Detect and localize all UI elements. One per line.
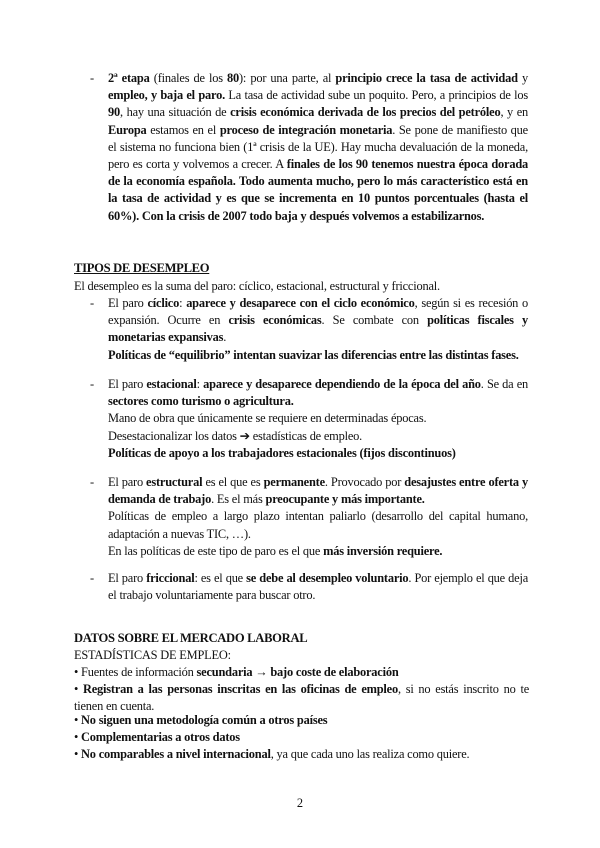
datos-bullet-2: • Registran a las personas inscritas en las oficinas de empleo, si no estás inscrito no te tienen en cuenta. — [74, 682, 529, 714]
paro-ciclico-item: El paro cíclico: aparece y desaparece con el ciclo económico, según si es recesión o expansión. Ocurre en crisis económicas. Se combate con políticas fiscales y monetarias expansivas. Políticas de “equilibrio” intentan suavizar las diferencias entre las distintas fases. — [108, 296, 529, 362]
tipos-intro: El desempleo es la suma del paro: cíclico, estacional, estructural y friccional. — [74, 279, 440, 293]
etapa-2-paragraph: 2ª etapa (finales de los 80): por una parte, al principio crece la tasa de actividad y empleo, y baja el paro. La tasa de actividad sube un poquito. Pero, a principios de los 90, hay una situación de crisis económica derivada de los precios del petróleo, y en Europa estamos en el proceso de integración monetaria. Se pone de manifiesto que el sistema no funciona bien (1ª crisis de la UE). Hay mucha devaluación de la moneda, pero es corta y volvemos a crecer. A finales de los 90 tenemos nuestra época dorada de la economía española. Todo aumenta mucho, pero lo más característico está en la tasa de actividad y es que se incrementa en 10 puntos porcentuales (hasta el 60%). Con la crisis de 2007 todo baja y después volvemos a estabilizarnos. — [108, 71, 528, 223]
datos-subtitle: ESTADÍSTICAS DE EMPLEO: — [74, 648, 231, 662]
etapa-2-label: 2ª etapa — [108, 71, 150, 85]
list-dash: - — [90, 377, 94, 391]
datos-bullet-3: • No siguen una metodología común a otros países — [74, 713, 328, 727]
paro-estacional-item: El paro estacional: aparece y desaparece dependiendo de la época del año. Se da en sectores como turismo o agricultura. Mano de obra que únicamente se requiere en determinadas épocas. Desestacionalizar los datos ➔ estadísticas de empleo. Políticas de apoyo a los trabajadores estacionales (fijos discontinuos) — [108, 377, 529, 460]
list-dash: - — [90, 296, 94, 310]
paro-friccional-item: El paro friccional: es el que se debe al desempleo voluntario. Por ejemplo el que deja el trabajo voluntariamente para buscar otro. — [108, 571, 528, 603]
datos-bullet-4: • Complementarias a otros datos — [74, 730, 240, 744]
list-dash: - — [90, 571, 94, 585]
datos-bullet-1: • Fuentes de información secundaria → bajo coste de elaboración — [74, 665, 399, 679]
section-title-tipos: TIPOS DE DESEMPLEO — [74, 261, 210, 275]
page-number: 2 — [296, 796, 304, 810]
paro-estructural-item: El paro estructural es el que es permanente. Provocado por desajustes entre oferta y demanda de trabajo. Es el más preocupante y más importante. Políticas de empleo a largo plazo intentan paliarlo (desarrollo del capital humano, adaptación a nuevas TIC, …). En las políticas de este tipo de paro es el que más inversión requiere. — [108, 475, 529, 558]
list-dash: - — [90, 71, 94, 85]
list-dash: - — [90, 475, 94, 489]
datos-bullet-5: • No comparables a nivel internacional, ya que cada uno las realiza como quiere. — [74, 747, 470, 761]
section-title-datos: DATOS SOBRE EL MERCADO LABORAL — [74, 631, 308, 645]
